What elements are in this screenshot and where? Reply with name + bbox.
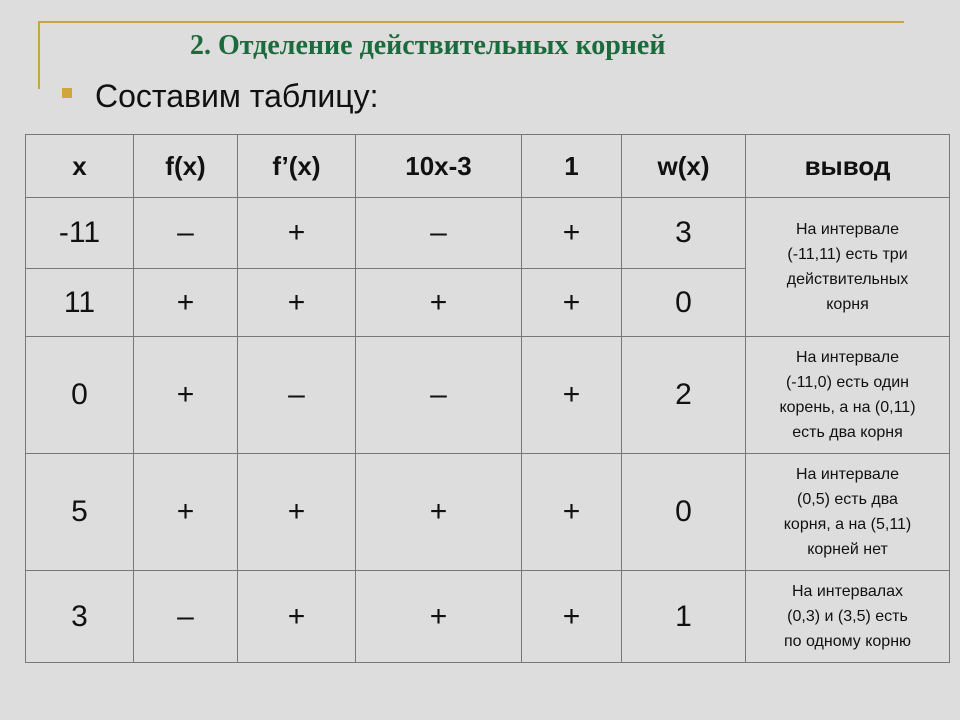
cell-wx: 0 — [622, 454, 746, 571]
cell-x: 3 — [26, 571, 134, 663]
cell-conclusion — [746, 571, 950, 663]
cell-sign-dfx: + — [238, 454, 356, 571]
table-row — [26, 454, 950, 571]
column-header-conclusion: вывод — [746, 135, 950, 198]
conclusion-line: корней нет — [807, 541, 888, 558]
cell-x: -11 — [26, 198, 134, 269]
cell-sign-dfx: + — [238, 571, 356, 663]
column-header-fx: f(x) — [134, 135, 238, 198]
cell-x: 11 — [26, 269, 134, 337]
cell-sign-one: + — [522, 454, 622, 571]
frame-left-rule — [38, 21, 40, 89]
bullet-icon — [62, 88, 72, 98]
cell-sign-10x-3: – — [356, 337, 522, 454]
conclusion-line: есть два корня — [792, 424, 903, 441]
table-row — [26, 337, 950, 454]
sign-table — [25, 134, 950, 663]
cell-sign-fx: – — [134, 571, 238, 663]
cell-sign-dfx: + — [238, 269, 356, 337]
conclusion-line: (0,3) и (3,5) есть — [787, 608, 908, 625]
conclusion-line: корня — [826, 296, 869, 313]
cell-conclusion — [746, 198, 950, 337]
cell-sign-10x-3: + — [356, 454, 522, 571]
cell-sign-fx: – — [134, 198, 238, 269]
conclusion-line: (-11,0) есть один — [785, 374, 910, 391]
cell-sign-10x-3: + — [356, 269, 522, 337]
column-header-wx: w(x) — [622, 135, 746, 198]
cell-sign-fx: + — [134, 269, 238, 337]
cell-sign-10x-3: + — [356, 571, 522, 663]
cell-sign-fx: + — [134, 337, 238, 454]
cell-x: 5 — [26, 454, 134, 571]
conclusion-line: корня, а на (5,11) — [783, 516, 912, 533]
cell-wx: 1 — [622, 571, 746, 663]
cell-sign-10x-3: – — [356, 198, 522, 269]
cell-sign-one: + — [522, 269, 622, 337]
cell-wx: 0 — [622, 269, 746, 337]
conclusion-line: На интервале — [795, 349, 900, 366]
conclusion-line: На интервале — [795, 466, 900, 483]
cell-wx: 2 — [622, 337, 746, 454]
cell-conclusion — [746, 337, 950, 454]
slide-subtitle: Составим таблицу: — [95, 78, 379, 114]
cell-x: 0 — [26, 337, 134, 454]
table-row — [26, 198, 950, 269]
cell-conclusion — [746, 454, 950, 571]
cell-sign-one: + — [522, 337, 622, 454]
conclusion-line: На интервалах — [791, 583, 904, 600]
conclusion-line: (0,5) есть два — [797, 491, 898, 508]
column-header-x: x — [26, 135, 134, 198]
conclusion-line: корень, а на (0,11) — [779, 399, 916, 416]
frame-top-rule — [38, 21, 904, 23]
conclusion-line: (-11,11) есть три — [787, 246, 908, 263]
table-header-row — [26, 135, 950, 198]
cell-sign-one: + — [522, 571, 622, 663]
cell-wx: 3 — [622, 198, 746, 269]
conclusion-line: На интервале — [795, 221, 900, 238]
column-header-one: 1 — [522, 135, 622, 198]
cell-sign-dfx: – — [238, 337, 356, 454]
cell-sign-fx: + — [134, 454, 238, 571]
cell-sign-dfx: + — [238, 198, 356, 269]
conclusion-line: действительных — [786, 271, 909, 288]
column-header-dfx: f’(x) — [238, 135, 356, 198]
conclusion-line: по одному корню — [783, 633, 912, 650]
slide-title: 2. Отделение действительных корней — [190, 30, 666, 61]
table-row — [26, 571, 950, 663]
cell-sign-one: + — [522, 198, 622, 269]
column-header-10x-3: 10x-3 — [356, 135, 522, 198]
